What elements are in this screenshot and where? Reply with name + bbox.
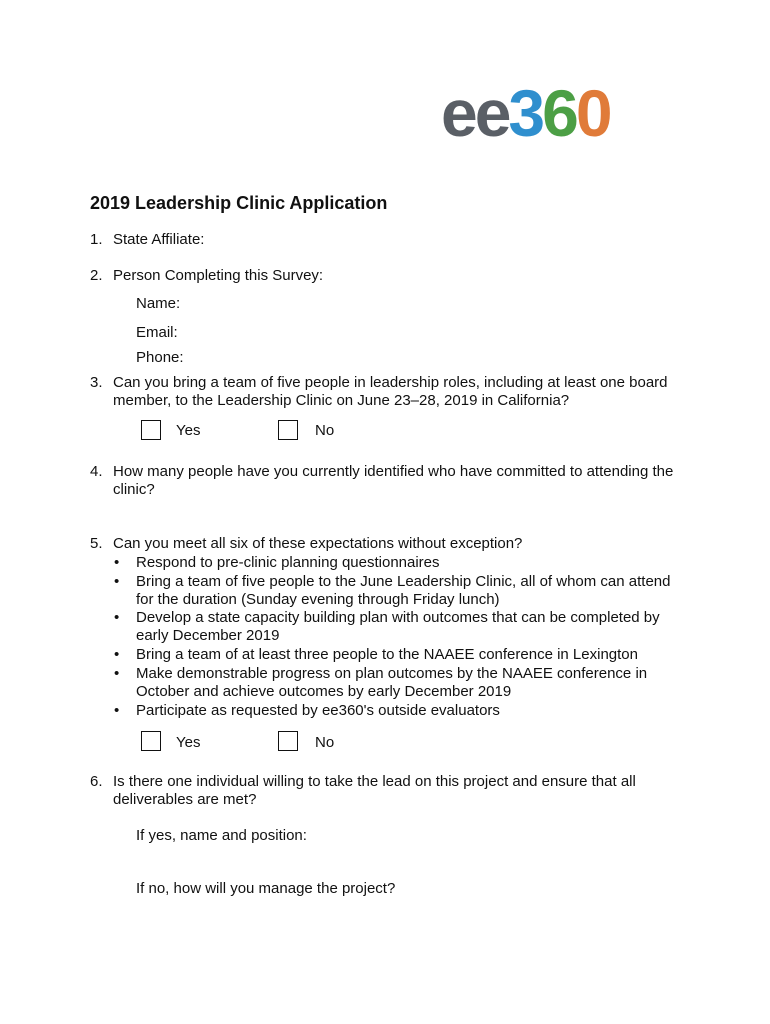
if-yes-prompt: If yes, name and position: xyxy=(136,827,307,844)
q6-line-1: Is there one individual willing to take the lead on this project and ensure that all xyxy=(113,773,636,790)
if-no-prompt: If no, how will you manage the project? xyxy=(136,880,396,897)
bullet-marker: • xyxy=(114,702,120,719)
q2-label: Person Completing this Survey: xyxy=(113,267,324,284)
expectation-5-line-1: Make demonstrable progress on plan outcomes by the NAAEE conference in xyxy=(136,665,648,682)
bullet-marker: • xyxy=(114,554,120,571)
expectation-3-line-2: early December 2019 xyxy=(136,627,280,644)
expectation-2-line-1: Bring a team of five people to the June Leadership Clinic, all of whom can attend xyxy=(136,573,671,590)
expectation-3-line-1: Develop a state capacity building plan with outcomes that can be completed by xyxy=(136,609,660,626)
q1-number: 1. xyxy=(90,231,103,248)
bullet-marker: • xyxy=(114,573,120,590)
expectation-5-line-2: October and achieve outcomes by early December 2019 xyxy=(136,683,512,700)
q5-label: Can you meet all six of these expectations without exception? xyxy=(113,535,523,552)
q6-line-2: deliverables are met? xyxy=(113,791,257,808)
q5-no-label: No xyxy=(315,734,335,751)
logo-ee: ee360 xyxy=(441,86,610,142)
q2-number: 2. xyxy=(90,267,103,284)
phone-field-label: Phone: xyxy=(136,349,184,366)
q3-no-label: No xyxy=(315,422,335,439)
expectation-6: Participate as requested by ee360's outside evaluators xyxy=(136,702,500,719)
q5-no-checkbox[interactable] xyxy=(278,731,298,751)
q3-yes-checkbox[interactable] xyxy=(141,420,161,440)
q3-line-1: Can you bring a team of five people in leadership roles, including at least one board xyxy=(113,374,668,391)
expectation-4: Bring a team of at least three people to the NAAEE conference in Lexington xyxy=(136,646,638,663)
q1-label: State Affiliate: xyxy=(113,231,205,248)
q3-line-2: member, to the Leadership Clinic on June 23–28, 2019 in California? xyxy=(113,392,570,409)
q3-no-checkbox[interactable] xyxy=(278,420,298,440)
ee360-logo-graphic xyxy=(441,86,641,142)
expectation-1: Respond to pre-clinic planning questionnaires xyxy=(136,554,440,571)
ee360-logo xyxy=(441,86,641,146)
q5-number: 5. xyxy=(90,535,103,552)
expectation-2-line-2: for the duration (Sunday evening through Friday lunch) xyxy=(136,591,500,608)
q4-line-1: How many people have you currently identified who have committed to attending the xyxy=(113,463,674,480)
email-field-label: Email: xyxy=(136,324,178,341)
bullet-marker: • xyxy=(114,665,120,682)
q5-yes-label: Yes xyxy=(176,734,201,751)
q4-number: 4. xyxy=(90,463,103,480)
q3-number: 3. xyxy=(90,374,103,391)
bullet-marker: • xyxy=(114,609,120,626)
q5-yes-checkbox[interactable] xyxy=(141,731,161,751)
page-title: 2019 Leadership Clinic Application xyxy=(90,193,388,213)
q3-yes-label: Yes xyxy=(176,422,201,439)
q4-line-2: clinic? xyxy=(113,481,155,498)
bullet-marker: • xyxy=(114,646,120,663)
name-field-label: Name: xyxy=(136,295,181,312)
q6-number: 6. xyxy=(90,773,103,790)
